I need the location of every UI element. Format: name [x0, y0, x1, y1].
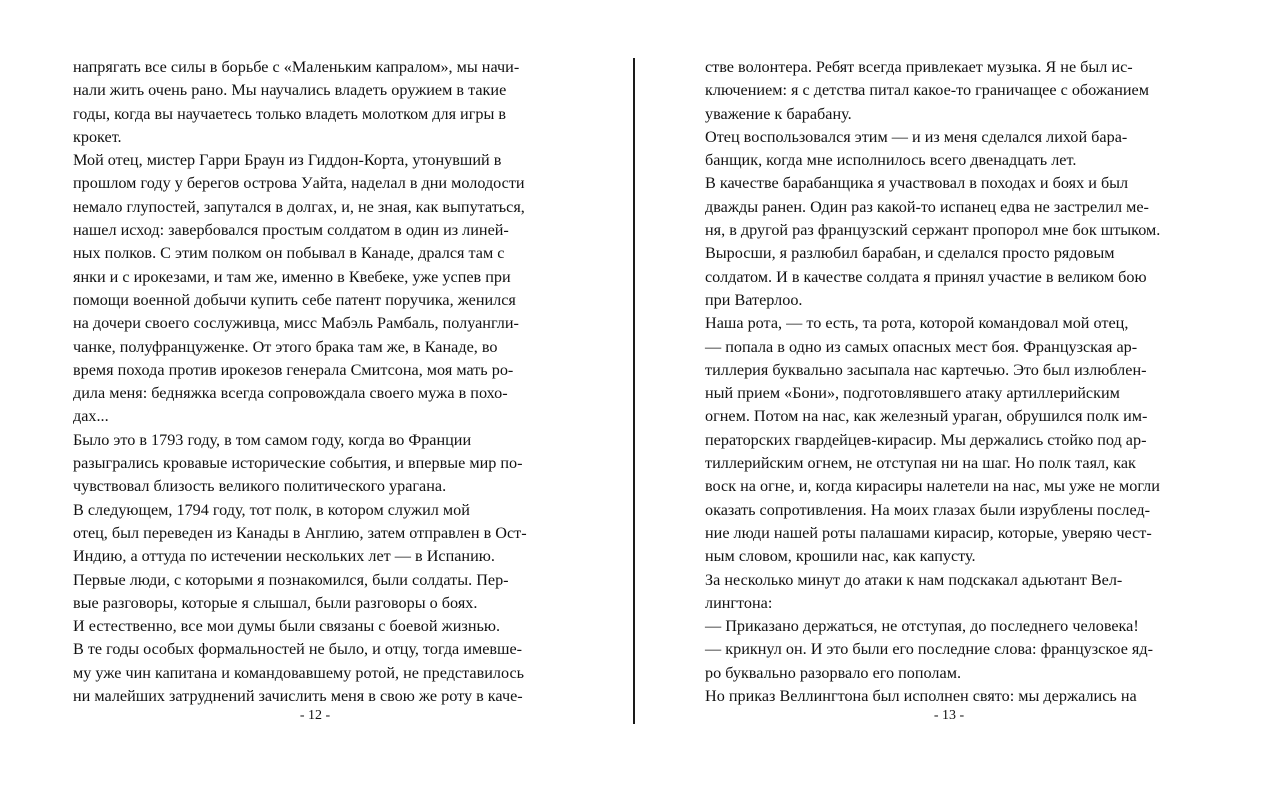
paragraph: Наша рота, — то есть, та рота, которой командовал мой отец, — попала в одно из самых опасных мест боя. Французская ар- тиллерия буквально засыпала нас картечью. Это был излюблен- ный прием «Бони», подготовлявшего атаку артиллерийским огнем. Потом на нас, как железный ураган, обрушился полк им- ператорских гвардейцев-кирасир. Мы держались стойко под ар- тиллерийским огнем, не отступая ни на шаг. Но полк таял, как воск на огне, и, когда кирасиры налетели на нас, мы уже не могли оказать сопротивления. На моих глазах были изрублены послед- ние люди нашей роты палашами кирасир, которые, уверяю чест- ным словом, крошили нас, как капусту. [705, 314, 1160, 566]
page-gutter-divider [633, 58, 635, 724]
paragraph: Было это в 1793 году, в том самом году, когда во Франции разыгрались кровавые исторические события, и впервые мир по- чувствовал близость великого политического урагана. [73, 430, 523, 496]
paragraph: За несколько минут до атаки к нам подскакал адьютант Вел- лингтона: [705, 570, 1123, 612]
page-number-left: - 12 - [299, 708, 331, 723]
paragraph: напрягать все силы в борьбе с «Маленьким капралом», мы начи- нали жить очень рано. Мы научались владеть оружием в такие годы, когда вы научаетесь только владеть молотком для игры в крокет. [73, 58, 520, 146]
paragraph: И естественно, все мои думы были связаны с боевой жизнью. В те годы особых формальностей не было, и отцу, тогда имевше- му уже чин капитана и командовавшему ротой, не представилось ни малейших затруднений зачислить меня в свою же роту в каче- [73, 617, 525, 706]
paragraph: — Приказано держаться, не отступая, до последнего человека! — крикнул он. И это были его последние слова: французское яд- ро буквально разорвало его пополам. [705, 617, 1153, 682]
paragraph: В качестве барабанщика я участвовал в походах и боях и был дважды ранен. Один раз какой-то испанец едва не застрелил ме- ня, в другой раз французский сержант пропорол мне бок штыком. [705, 174, 1161, 240]
paragraph: Но приказ Веллингтона был исполнен свято: мы держались на [705, 687, 1137, 706]
right-page [705, 56, 1195, 708]
paragraph: Отец воспользовался этим — и из меня сделался лихой бара- банщик, когда мне исполнилось всего двенадцать лет. [705, 127, 1128, 170]
left-page [73, 56, 563, 708]
paragraph: стве волонтера. Ребят всегда привлекает музыка. Я не был ис- ключением: я с детства питал какое-то граничащее с обожанием уважение к барабану. [705, 58, 1149, 123]
page-number-right: - 13 - [933, 708, 965, 723]
paragraph: Мой отец, мистер Гарри Браун из Гиддон-Корта, утонувший в прошлом году у берегов острова Уайта, наделал в дни молодости немало глупостей, запутался в долгах, и, не зная, как выпутаться, нашел исход: завербовался простым солдатом в один из линей- ных полков. С этим полком он побывал в Канаде, дрался там с янки и с ирокезами, и там же, именно в Квебеке, уже успев при помощи военной добычи купить себе патент поручика, женился на дочери своего сослуживца, мисс Мабэль Рамбаль, полуангли- чанке, полуфранцуженке. От этого брака там же, в Канаде, во время похода против ирокезов генерала Смитсона, моя мать ро- дила меня: бедняжка всегда сопровождала своего мужа в похо- дах... [73, 151, 525, 426]
paragraph: Выросши, я разлюбил барабан, и сделался просто рядовым солдатом. И в качестве солдата я принял участие в великом бою при Ватерлоо. [705, 244, 1147, 309]
paragraph: В следующем, 1794 году, тот полк, в котором служил мой отец, был переведен из Канады в Англию, затем отправлен в Ост- Индию, а оттуда по истечении нескольких лет — в Испанию. Первые люди, с которыми я познакомился, были солдаты. Пер- вые разговоры, которые я слышал, были разговоры о боях. [73, 500, 527, 612]
